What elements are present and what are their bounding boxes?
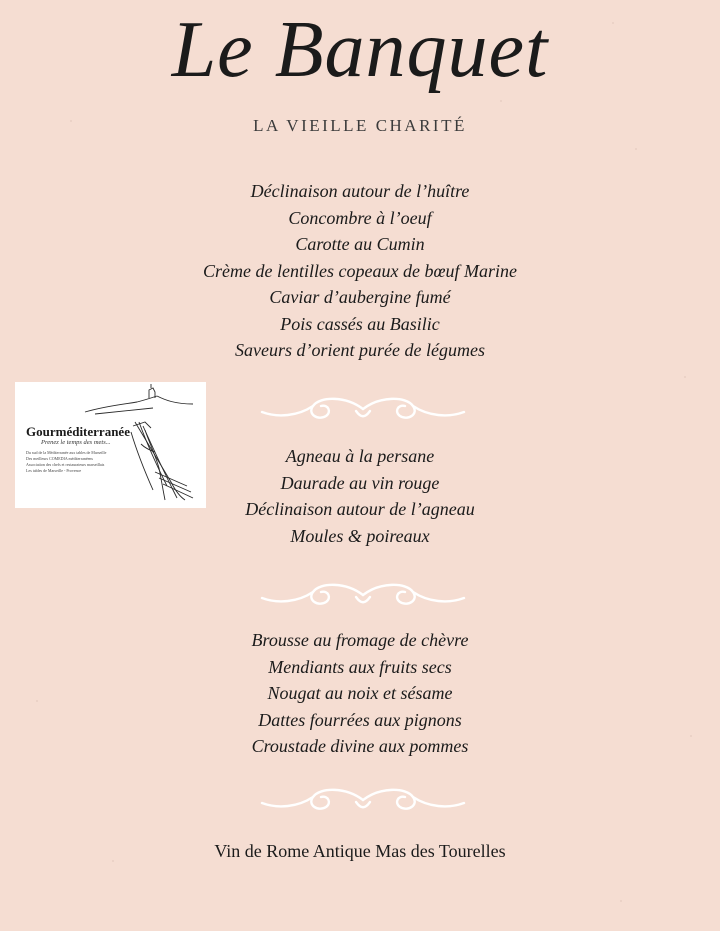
paper-speck <box>112 860 114 862</box>
paper-speck <box>500 100 502 102</box>
venue-subtitle: LA VIEILLE CHARITÉ <box>253 116 467 135</box>
menu-item: Brousse au fromage de chèvre <box>251 630 469 650</box>
menu-item: Déclinaison autour de l’huître <box>250 181 470 201</box>
menu-item: Saveurs d’orient purée de légumes <box>235 340 485 360</box>
menu-item: Dattes fourrées aux pignons <box>258 709 462 730</box>
menu-section-starters <box>0 178 720 364</box>
logo-small-text: Des meilleurs COMEDIA méditerranéens <box>26 456 93 461</box>
flourish-divider-2 <box>258 578 468 612</box>
menu-item: Croustade divine aux pommes <box>251 736 469 756</box>
page-title: Le Banquet <box>171 6 549 94</box>
wine-line: Vin de Rome Antique Mas des Tourelles <box>214 841 506 861</box>
menu-item: Caviar d’aubergine fumé <box>269 287 451 307</box>
paper-speck <box>635 148 637 150</box>
paper-speck <box>684 376 686 378</box>
paper-speck <box>620 900 622 902</box>
menu-section-desserts <box>0 627 720 760</box>
logo-small-text: Du sud de la Méditerranée aux tables de Marseille <box>26 450 107 455</box>
logo-small-text: Association des chefs et restaurateurs marseillais <box>26 462 105 467</box>
logo-tagline: Prenez le temps des mets... <box>41 439 111 446</box>
paper-speck <box>690 735 692 737</box>
logo-name: Gourméditerranée <box>26 424 130 439</box>
logo-small-text: Les tables de Marseille - Provence <box>26 468 82 473</box>
paper-speck <box>612 22 614 24</box>
menu-item: Crème de lentilles copeaux de bœuf Marine <box>203 260 517 281</box>
menu-item: Pois cassés au Basilic <box>280 313 440 334</box>
menu-item: Agneau à la persane <box>285 446 435 466</box>
flourish-divider-3 <box>258 783 468 817</box>
flourish-divider-1 <box>258 392 468 426</box>
menu-item: Nougat au noix et sésame <box>267 683 453 703</box>
paper-speck <box>70 120 72 122</box>
gourmediterranee-logo <box>15 382 206 508</box>
menu-item: Déclinaison autour de l’agneau <box>245 499 475 519</box>
paper-speck <box>36 700 38 702</box>
menu-item: Concombre à l’oeuf <box>288 207 432 228</box>
menu-item: Daurade au vin rouge <box>280 472 440 493</box>
menu-item: Carotte au Cumin <box>295 234 425 254</box>
menu-item: Moules & poireaux <box>290 525 430 546</box>
menu-item: Mendiants aux fruits secs <box>268 656 452 677</box>
